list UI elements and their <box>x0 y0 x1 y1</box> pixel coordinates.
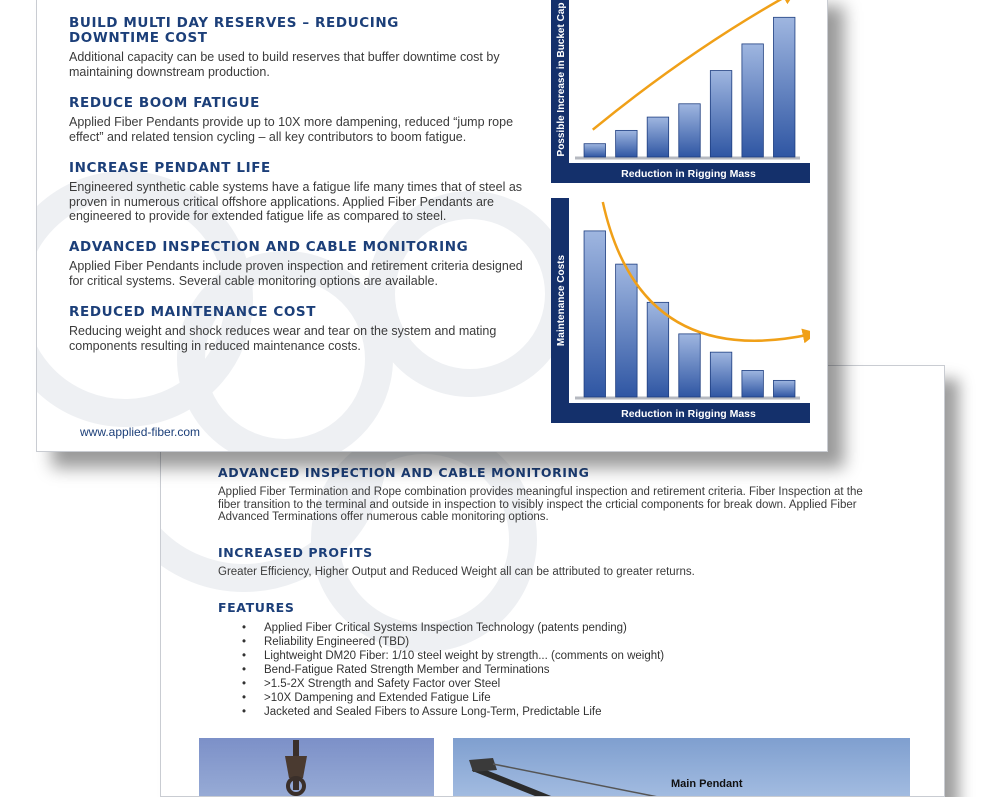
feature-item: • Jacketed and Sealed Fibers to Assure Long-Term, Predictable Life <box>218 705 868 719</box>
section-heading: INCREASED PROFITS <box>218 545 373 560</box>
back-section-profits <box>218 546 868 579</box>
bar <box>647 117 668 157</box>
maintenance-cost-chart-svg <box>551 193 810 423</box>
bar <box>647 302 668 397</box>
section-body: Greater Efficiency, Higher Output and Reduced Weight all can be attributed to greater returns. <box>218 566 695 578</box>
bar <box>584 231 605 397</box>
section-body: Applied Fiber Pendants include proven inspection and retirement criteria designed for critical systems. Several cable monitoring options are available. <box>69 259 523 288</box>
section-heading: BUILD MULTI DAY RESERVES – REDUCING DOWNTIME COST <box>69 15 399 46</box>
bar <box>710 71 731 157</box>
website-footer: www.applied-fiber.com <box>80 425 201 439</box>
bar <box>742 44 763 157</box>
section-heading: INCREASE PENDANT LIFE <box>69 160 271 176</box>
bar <box>616 130 637 157</box>
section-body: Additional capacity can be used to build reserves that buffer downtime cost by maintaining downstream production. <box>69 50 500 79</box>
bar <box>773 17 794 157</box>
bucket-capacity-chart-svg <box>551 0 810 183</box>
front-section-inspection <box>69 240 539 288</box>
section-body: Applied Fiber Pendants provide up to 10X more dampening, reduced “jump rope effect” and related tension cycling – all key contributors to boom fatigue. <box>69 115 514 144</box>
y-axis-label: Maintenance Costs <box>556 254 567 347</box>
feature-item: • Bend-Fatigue Rated Strength Member and Terminations <box>218 663 868 677</box>
front-section-boom-fatigue <box>69 96 539 144</box>
feature-item: • Applied Fiber Critical Systems Inspection Technology (patents pending) <box>218 621 868 635</box>
y-axis-label: Possible Increase in Bucket Cap <box>556 2 567 157</box>
section-heading: ADVANCED INSPECTION AND CABLE MONITORING <box>218 465 590 480</box>
back-section-features <box>218 601 868 719</box>
section-heading: ADVANCED INSPECTION AND CABLE MONITORING <box>69 239 469 255</box>
section-heading: REDUCE BOOM FATIGUE <box>69 95 260 111</box>
bar <box>710 352 731 397</box>
bar <box>742 370 763 397</box>
section-body: Applied Fiber Termination and Rope combination provides meaningful inspection and retirement criteria. Fiber Inspection at the fiber transition to the terminal and outside in inspection to visibly inspect the crticial components for break down. Applied Fiber Advanced Terminations offer numerous cable monitoring options. <box>218 486 863 523</box>
x-axis-label: Reduction in Rigging Mass <box>621 408 756 420</box>
x-axis-label: Reduction in Rigging Mass <box>621 168 756 180</box>
bar <box>773 380 794 397</box>
bar <box>679 104 700 157</box>
feature-item: • Lightweight DM20 Fiber: 1/10 steel weight by strength... (comments on weight) <box>218 649 868 663</box>
section-body: Reducing weight and shock reduces wear and tear on the system and mating components resulting in reduced maintenance costs. <box>69 324 497 353</box>
crane-photo-left <box>199 738 434 797</box>
features-list <box>218 621 868 719</box>
front-section-maintenance <box>69 305 539 353</box>
crane-hook-graphic <box>199 738 434 797</box>
section-heading: REDUCED MAINTENANCE COST <box>69 304 317 320</box>
bar <box>584 144 605 157</box>
back-section-inspection <box>218 466 868 524</box>
bucket-capacity-chart <box>551 0 810 183</box>
front-section-reserves <box>69 16 539 79</box>
photo-caption: Main Pendant <box>671 778 743 790</box>
bar <box>616 264 637 397</box>
feature-item: • >10X Dampening and Extended Fatigue Life <box>218 691 868 705</box>
front-brochure-page <box>36 0 828 452</box>
features-heading: FEATURES <box>218 600 295 615</box>
maintenance-cost-chart <box>551 193 810 423</box>
front-section-pendant-life <box>69 161 539 224</box>
feature-item: • >1.5-2X Strength and Safety Factor over Steel <box>218 677 868 691</box>
bar <box>679 334 700 397</box>
section-body: Engineered synthetic cable systems have a fatigue life many times that of steel as proven in numerous critical offshore applications. Applied Fiber Pendants are engineered to provide for extended fatigue life as compared to steel. <box>69 180 523 223</box>
crane-photo-right <box>453 738 910 797</box>
feature-item: • Reliability Engineered (TBD) <box>218 635 868 649</box>
